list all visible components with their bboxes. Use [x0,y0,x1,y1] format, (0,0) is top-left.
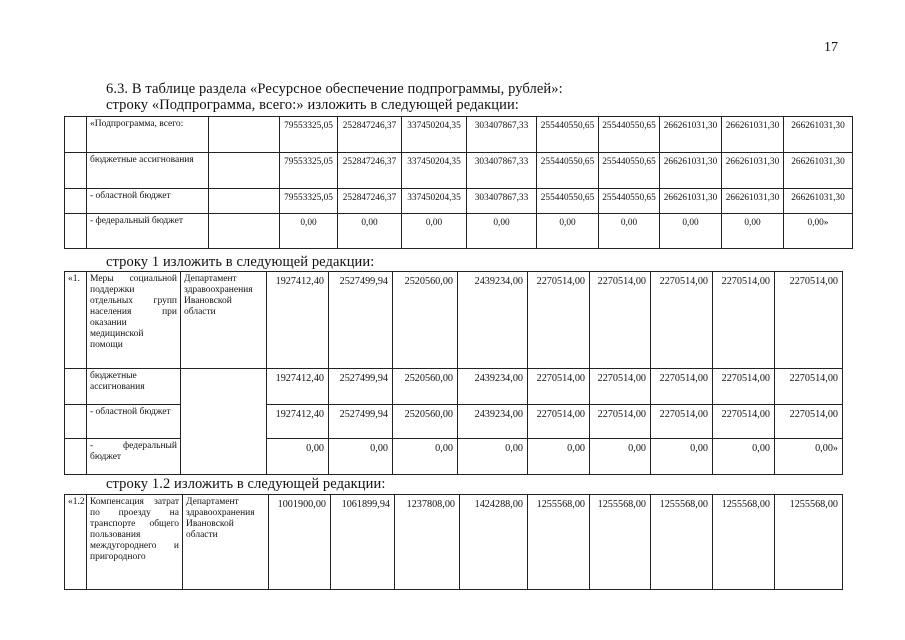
table-row [65,189,853,214]
value-cell: 255440550,65 [599,117,660,153]
number-cell [65,153,87,189]
value-cell: 2270514,00 [713,369,775,405]
value-cell: 0,00 [329,439,393,475]
value-cell: 1255568,00 [590,495,651,590]
value-cell: 0,00 [590,439,651,475]
value-cell: 252847246,37 [338,153,402,189]
value-cell: 0,00 [280,214,338,249]
value-cell: 0,00 [458,439,528,475]
value-cell: 2270514,00 [528,272,590,369]
value-cell: 2270514,00 [528,405,590,439]
number-cell [65,439,87,475]
value-cell: 0,00 [338,214,402,249]
table-row [65,369,843,405]
executor-cell [209,153,280,189]
value-cell: 337450204,35 [402,189,467,214]
value-cell: 2270514,00 [590,272,651,369]
section-heading: 6.3. В таблице раздела «Ресурсное обеспечение подпрограммы, рублей»: [106,81,563,97]
executor-cell [181,369,267,475]
value-cell: 2527499,94 [329,405,393,439]
value-cell: 303407867,33 [467,153,537,189]
value-cell: 2270514,00 [528,369,590,405]
value-cell: 0,00 [267,439,329,475]
row-name-cell: - областной бюджет [87,405,181,439]
row-name-cell: - федеральный бюджет [87,439,181,475]
value-cell: 303407867,33 [467,117,537,153]
page-number: 17 [824,40,838,55]
table-row [65,214,853,249]
value-cell: 255440550,65 [537,153,599,189]
value-cell: 2520560,00 [393,405,458,439]
value-cell: 0,00 [528,439,590,475]
row-name-cell: - областной бюджет [87,189,209,214]
value-cell: 0,00 [402,214,467,249]
value-cell: 252847246,37 [338,117,402,153]
executor-cell: Департамент здравоохранения Ивановской области [181,272,267,369]
value-cell: 255440550,65 [599,153,660,189]
row-name-cell: «Подпрограмма, всего: [87,117,209,153]
executor-cell [209,189,280,214]
value-cell: 0,00 [722,214,784,249]
value-cell: 2270514,00 [775,272,843,369]
value-cell: 79553325,05 [280,189,338,214]
row-name-cell: - федеральный бюджет [87,214,209,249]
value-cell: 337450204,35 [402,153,467,189]
value-cell: 0,00» [784,214,853,249]
value-cell: 266261031,30 [722,117,784,153]
value-cell: 79553325,05 [280,117,338,153]
value-cell: 1255568,00 [775,495,843,590]
value-cell: 2527499,94 [329,369,393,405]
row-1-2-table [64,494,843,590]
value-cell: 1255568,00 [713,495,775,590]
number-cell: «1.2 [65,495,87,590]
value-cell: 2270514,00 [651,369,713,405]
value-cell: 1255568,00 [528,495,590,590]
number-cell [65,405,87,439]
number-cell [65,189,87,214]
value-cell: 1061899,94 [331,495,395,590]
instruction-total-row: строку «Подпрограмма, всего:» изложить в следующей редакции: [106,97,519,113]
row-name-cell: бюджетные ассигнования [87,369,181,405]
value-cell: 2520560,00 [393,272,458,369]
value-cell: 0,00 [651,439,713,475]
value-cell: 266261031,30 [660,117,722,153]
table-row [65,495,843,590]
value-cell: 0,00 [393,439,458,475]
value-cell: 255440550,65 [537,189,599,214]
value-cell: 266261031,30 [784,153,853,189]
value-cell: 2270514,00 [590,405,651,439]
value-cell: 255440550,65 [537,117,599,153]
value-cell: 2520560,00 [393,369,458,405]
value-cell: 79553325,05 [280,153,338,189]
number-cell [65,369,87,405]
value-cell: 0,00 [467,214,537,249]
value-cell: 2270514,00 [651,272,713,369]
instruction-row-1: строку 1 изложить в следующей редакции: [106,254,375,270]
value-cell: 1927412,40 [267,272,329,369]
value-cell: 1927412,40 [267,369,329,405]
value-cell: 2439234,00 [458,369,528,405]
value-cell: 0,00 [713,439,775,475]
value-cell: 2270514,00 [775,405,843,439]
number-cell [65,214,87,249]
table-row [65,272,843,369]
value-cell: 2527499,94 [329,272,393,369]
value-cell: 2270514,00 [775,369,843,405]
value-cell: 0,00 [537,214,599,249]
number-cell: «1. [65,272,87,369]
value-cell: 2439234,00 [458,405,528,439]
value-cell: 1424288,00 [460,495,528,590]
value-cell: 2439234,00 [458,272,528,369]
value-cell: 1001900,00 [269,495,331,590]
value-cell: 266261031,30 [784,117,853,153]
value-cell: 266261031,30 [660,153,722,189]
value-cell: 266261031,30 [722,153,784,189]
subprogram-total-table [64,116,853,249]
value-cell: 0,00 [599,214,660,249]
value-cell: 2270514,00 [651,405,713,439]
row-1-table [64,271,843,475]
row-name-cell: Компенсация затрат по проезду на транспорте общего пользования междугороднего и пригородного [87,495,183,590]
value-cell: 0,00 [660,214,722,249]
row-name-cell: бюджетные ассигнования [87,153,209,189]
row-name-cell: Меры социальной поддержки отдельных групп населения при оказании медицинской помощи [87,272,181,369]
executor-cell [209,214,280,249]
instruction-row-1-2: строку 1.2 изложить в следующей редакции: [106,476,386,492]
value-cell: 303407867,33 [467,189,537,214]
value-cell: 266261031,30 [784,189,853,214]
executor-cell: Департамент здравоохранения Ивановской области [183,495,269,590]
value-cell: 1927412,40 [267,405,329,439]
value-cell: 266261031,30 [660,189,722,214]
value-cell: 0,00» [775,439,843,475]
table-row [65,117,853,153]
value-cell: 2270514,00 [713,405,775,439]
value-cell: 252847246,37 [338,189,402,214]
value-cell: 337450204,35 [402,117,467,153]
value-cell: 1237808,00 [395,495,460,590]
executor-cell [209,117,280,153]
value-cell: 1255568,00 [651,495,713,590]
table-row [65,153,853,189]
value-cell: 255440550,65 [599,189,660,214]
value-cell: 2270514,00 [590,369,651,405]
value-cell: 266261031,30 [722,189,784,214]
value-cell: 2270514,00 [713,272,775,369]
number-cell [65,117,87,153]
